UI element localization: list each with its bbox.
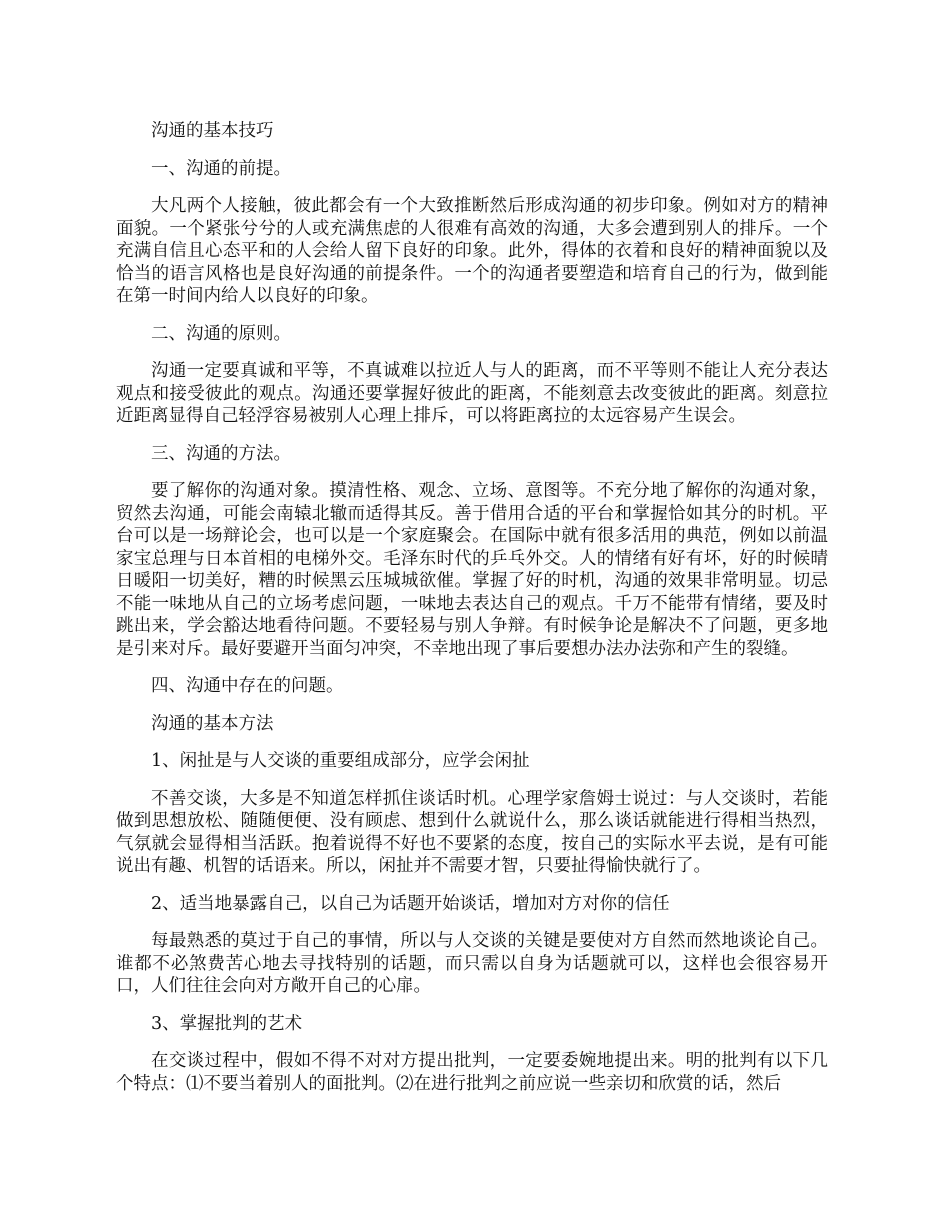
section-heading: 四、沟通中存在的问题。 — [151, 676, 344, 696]
body-paragraph: 在交谈过程中，假如不得不对对方提出批判，一定要委婉地提出来。明的批判有以下几个特点：⑴不要当着别人的面批判。⑵在进行批判之前应说一些亲切和欣赏的话，然后 — [116, 1051, 828, 1094]
subsection-title: 沟通的基本方法 — [151, 713, 274, 734]
document-body — [116, 120, 828, 1110]
body-paragraph: 大凡两个人接触，彼此都会有一个大致推断然后形成沟通的初步印象。例如对方的精神面貌。一个紧张兮兮的人或充满焦虑的人很难有高效的沟通，大多会遭到别人的排斥。一个充满自信且心态平和的人会给人留下良好的印象。此外，得体的衣着和良好的精神面貌以及恰当的语言风格也是良好沟通的前提条件。一个的沟通者要塑造和培育自己的行为，做到能在第一时间内给人以良好的印象。 — [116, 196, 828, 306]
body-paragraph: 每最熟悉的莫过于自己的事情，所以与人交谈的关键是要使对方自然而然地谈论自己。谁都不必煞费苦心地去寻找特别的话题，而只需以自身为话题就可以，这样也会很容易开口，人们往往会向对方敞开自己的心扉。 — [116, 931, 828, 996]
body-paragraph: 要了解你的沟通对象。摸清性格、观念、立场、意图等。不充分地了解你的沟通对象，贸然去沟通，可能会南辕北辙而适得其反。善于借用合适的平台和掌握恰如其分的时机。平台可以是一场辩论会，也可以是一个家庭聚会。在国际中就有很多活用的典范，例如以前温家宝总理与日本首相的电梯外交。毛泽东时代的乒乓外交。人的情绪有好有坏，好的时候晴日暖阳一切美好，糟的时候黑云压城城欲催。掌握了好的时机，沟通的效果非常明显。切忌不能一味地从自己的立场考虑问题，一味地去表达自己的观点。千万不能带有情绪，要及时跳出来，学会豁达地看待问题。不要轻易与别人争辩。有时候争论是解决不了问题，更多地是引来对斥。最好要避开当面匀冲突，不幸地出现了事后要想办法办法弥和产生的裂缝。 — [116, 481, 828, 659]
document-title: 沟通的基本技巧 — [151, 121, 274, 141]
section-heading: 二、沟通的原则。 — [151, 323, 291, 344]
body-paragraph: 沟通一定要真诚和平等，不真诚难以拉近人与人的距离，而不平等则不能让人充分表达观点和接受彼此的观点。沟通还要掌握好彼此的距离，不能刻意去改变彼此的距离。刻意拉近距离显得自己轻浮容易被别人心理上排斥，可以将距离拉的太远容易产生误会。 — [116, 361, 828, 426]
section-heading: 三、沟通的方法。 — [151, 443, 291, 464]
body-paragraph: 不善交谈，大多是不知道怎样抓住谈话时机。心理学家詹姆士说过：与人交谈时，若能做到思想放松、随随便便、没有顾虑、想到什么就说什么，那么谈话就能进行得相当热烈，气氛就会显得相当活跃。抱着说得不好也不要紧的态度，按自己的实际水平去说，是有可能说出有趣、机智的话语来。所以，闲扯并不需要才智，只要扯得愉快就行了。 — [116, 788, 828, 876]
numbered-heading: 1、闲扯是与人交谈的重要组成部分，应学会闲扯 — [151, 751, 530, 771]
section-heading: 一、沟通的前提。 — [151, 158, 291, 179]
numbered-heading: 3、掌握批判的艺术 — [151, 1013, 303, 1034]
numbered-heading: 2、适当地暴露自己，以自己为话题开始谈话，增加对方对你的信任 — [151, 893, 670, 914]
